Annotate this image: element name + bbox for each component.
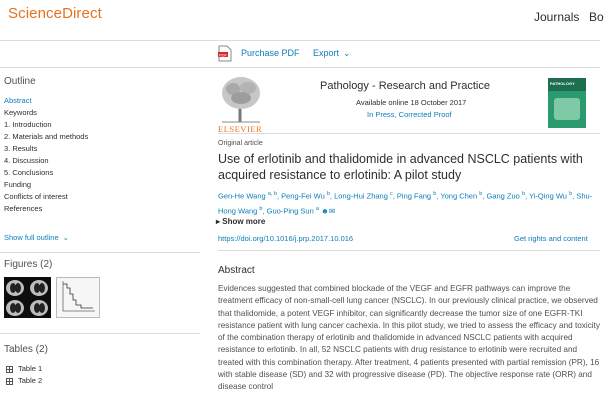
author-affiliation[interactable]: b	[479, 191, 483, 197]
figure-2-thumbnail[interactable]	[56, 277, 100, 318]
author-link[interactable]: Yong Chen	[440, 191, 478, 201]
outline-item-results[interactable]: 3. Results	[4, 144, 38, 153]
author-affiliation[interactable]: a	[315, 205, 319, 212]
nav-journals[interactable]: Journals	[534, 10, 580, 24]
author-affiliation[interactable]: c	[389, 191, 393, 197]
author-affiliation[interactable]: b	[569, 191, 573, 197]
figures-heading: Figures (2)	[4, 259, 53, 270]
doi-link[interactable]: https://doi.org/10.1016/j.prp.2017.10.016	[218, 234, 354, 243]
journal-cover-image[interactable]	[548, 78, 586, 128]
author-link[interactable]: Gen-He Wang	[218, 191, 266, 201]
author-link[interactable]: Shu-Hong Wang	[218, 191, 593, 215]
author-affiliation[interactable]: b	[433, 191, 437, 197]
top-bar	[0, 0, 604, 41]
nav-books[interactable]: Bo	[589, 10, 604, 24]
table-2-link[interactable]: Table 2	[18, 376, 43, 385]
outline-heading: Outline	[4, 76, 36, 87]
export-button[interactable]	[313, 48, 351, 59]
abstract-heading: Abstract	[218, 265, 255, 276]
get-rights-link[interactable]: Get rights and content	[514, 234, 588, 243]
outline-item-conflicts[interactable]: Conflicts of interest	[4, 192, 68, 201]
sciencedirect-logo[interactable]: ScienceDirect	[8, 5, 102, 22]
outline-item-funding[interactable]: Funding	[4, 180, 32, 189]
outline-item-materials[interactable]: 2. Materials and methods	[4, 132, 89, 141]
table-icon	[6, 366, 13, 373]
abstract-divider	[218, 250, 600, 251]
author-list: Gen-He Wang $^{a, b}$, Peng-Fei Wu $^b$, Long-Hui Zhang $^c$, Ping Fang $^b$, Yong Chen $^b$, Gang Zuo $^b$, Yi-Qing Wu $^b$, Shu-Hong Wang $^b$, Guo-Ping Sun $^a$ ☻✉	[218, 191, 593, 215]
author-link[interactable]: Ping Fang	[396, 191, 432, 201]
journal-title[interactable]: Pathology - Research and Practice	[320, 80, 490, 92]
outline-item-abstract[interactable]: Abstract	[4, 96, 32, 105]
outline-item-discussion[interactable]: 4. Discussion	[4, 156, 49, 165]
tables-heading: Tables (2)	[4, 344, 48, 355]
article-title: Use of erlotinib and thalidomide in advanced NSCLC patients with acquired resistance to erlotinib: A pilot study	[218, 152, 583, 182]
email-icon[interactable]: ✉	[328, 206, 336, 215]
export-label: Export	[313, 48, 340, 58]
article-type: Original article	[218, 140, 263, 147]
table-icon	[6, 378, 13, 385]
author-link[interactable]: Peng-Fei Wu	[281, 191, 325, 201]
author-link[interactable]: Long-Hui Zhang	[334, 191, 388, 201]
author-link[interactable]: Gang Zuo	[486, 191, 520, 201]
chevron-right-icon: ▸	[216, 217, 221, 226]
outline-item-references[interactable]: References	[4, 204, 43, 213]
abstract-text: Evidences suggested that combined blockade of the VEGF and EGFR pathways can improve the treatment efficacy of non-small-cell lung cancer (NSCLC). In our previously clinical practice, we observed that thalidomide, a potent VEGF inhibitor, can significantly decrease the tumor size of one EGFR-TKI resistance patient with lung cancer cachexia. In this pilot study, we tried to assess the efficacy and toxicity of the combination therapy of erlotinib and thalidomide in advanced NSCLC patients with acquired resistance to erlotinib. In all, 52 NSCLC patients with drug resistance to erlotinib were recruited and treated with this combination therapy. After treatment, 4 patients presented with partial remission (PR), 16 with stable disease (SD) and 32 with progressive disease (PD). The objective response rate (ORR) and disease control	[218, 284, 600, 392]
in-press-link[interactable]: In Press, Corrected Proof	[367, 110, 452, 119]
svg-text:PDF: PDF	[219, 52, 227, 58]
table-1-link[interactable]: Table 1	[18, 364, 43, 373]
survival-curve-image	[57, 278, 99, 317]
article-toolbar	[0, 41, 600, 68]
chevron-down-icon: ⌄	[343, 48, 351, 58]
elsevier-wordmark: ELSEVIER	[218, 124, 263, 134]
header-divider	[218, 133, 600, 134]
outline-item-introduction[interactable]: 1. Introduction	[4, 120, 52, 129]
show-more-label: Show more	[222, 217, 266, 226]
author-affiliation[interactable]: b	[326, 191, 330, 197]
available-online: Available online 18 October 2017	[356, 98, 467, 107]
author-link[interactable]: Yi-Qing Wu	[529, 191, 567, 201]
purchase-pdf-link[interactable]: Purchase PDF	[241, 48, 300, 58]
person-icon: ☻	[321, 206, 329, 215]
sidebar-divider	[0, 333, 200, 334]
sidebar-divider	[0, 252, 200, 253]
elsevier-tree-logo[interactable]	[218, 74, 264, 124]
author-link[interactable]: Guo-Ping Sun	[266, 206, 314, 215]
ct-scan-image	[4, 277, 51, 318]
author-affiliation[interactable]: b	[259, 205, 263, 212]
chevron-down-icon: ⌄	[62, 233, 69, 242]
show-more-button[interactable]	[216, 217, 265, 226]
show-full-outline-label: Show full outline	[4, 233, 59, 242]
outline-item-keywords[interactable]: Keywords	[4, 108, 37, 117]
author-affiliation[interactable]: a, b	[267, 191, 277, 197]
show-full-outline-link[interactable]	[4, 233, 69, 242]
pdf-icon	[218, 45, 232, 62]
figure-1-thumbnail[interactable]	[4, 277, 51, 318]
cover-title: PATHOLOGY	[550, 81, 575, 86]
outline-item-conclusions[interactable]: 5. Conclusions	[4, 168, 54, 177]
author-affiliation[interactable]: b	[521, 191, 525, 197]
